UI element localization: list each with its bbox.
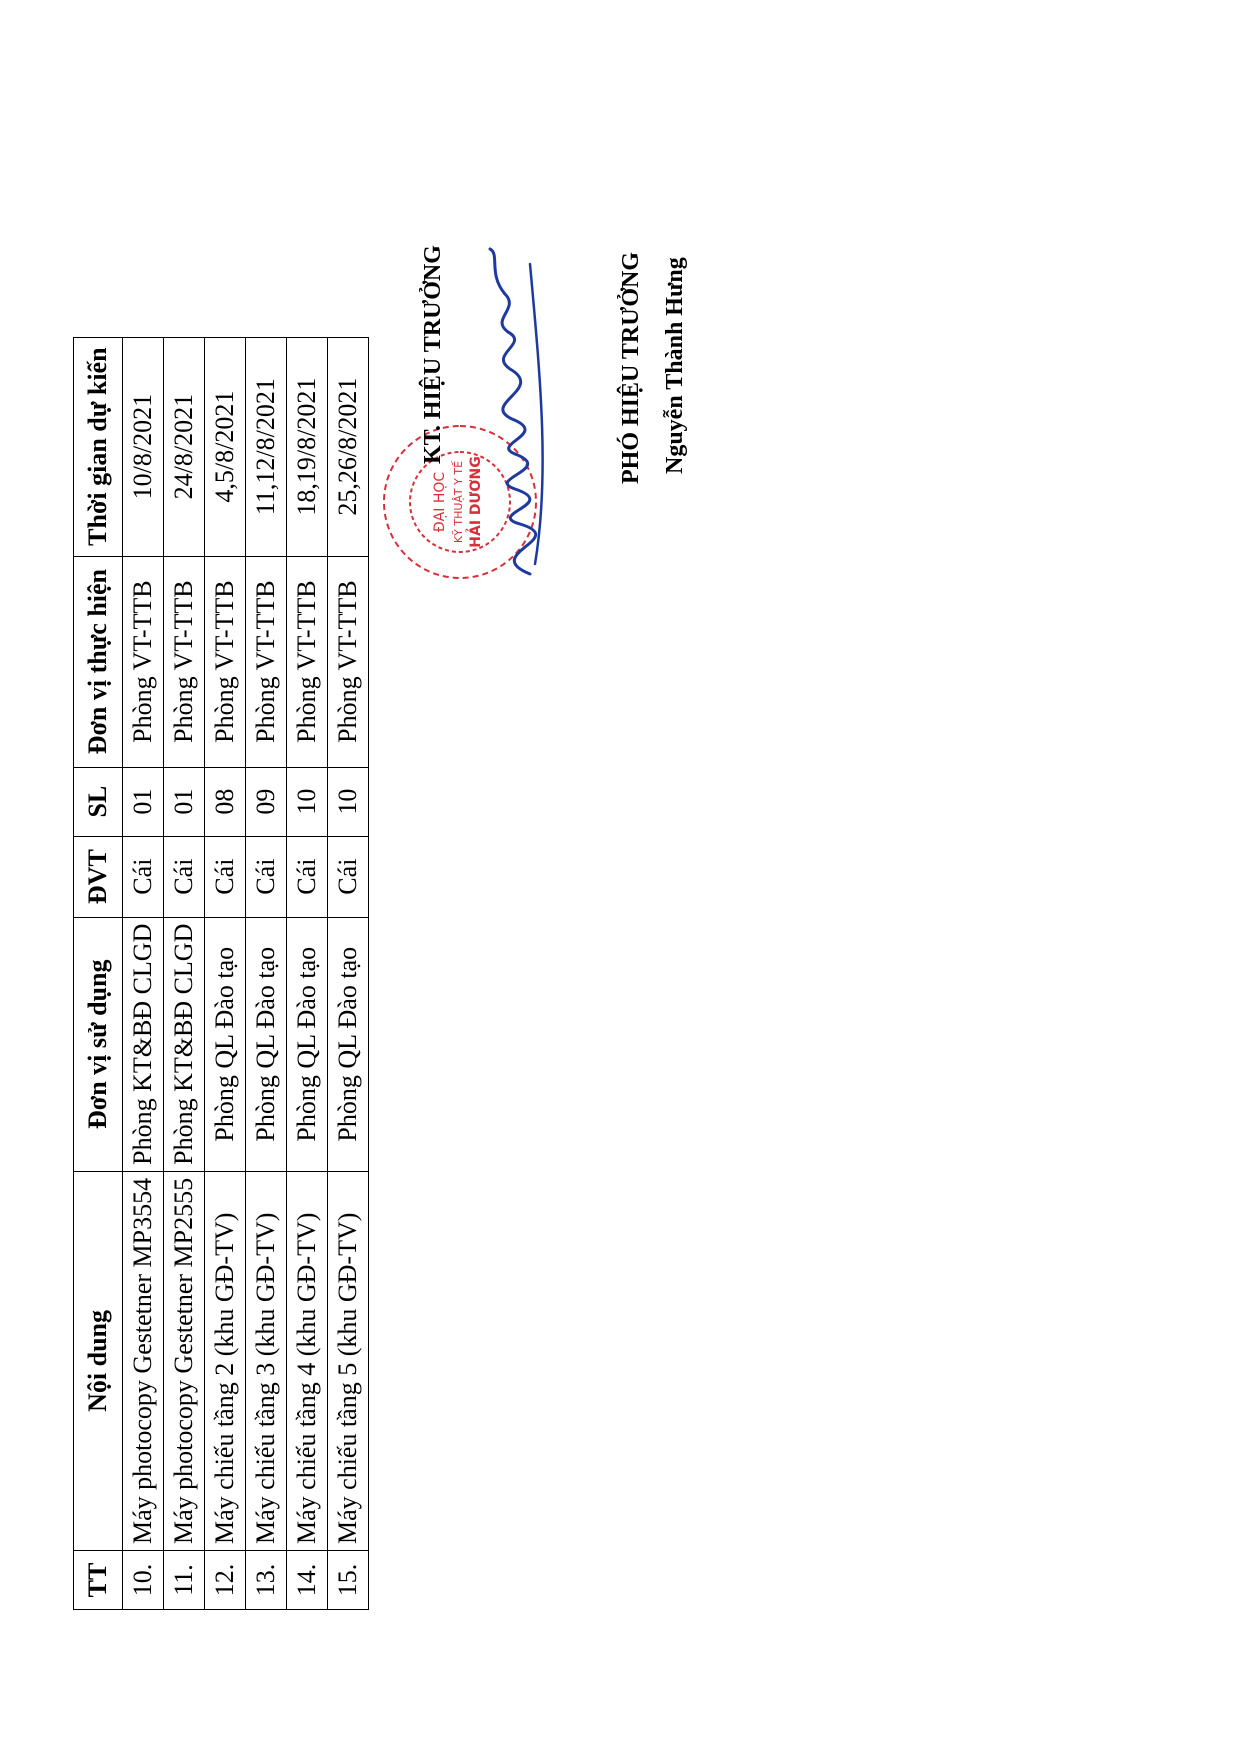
cell-sl: 01 <box>164 767 205 836</box>
cell-sl: 08 <box>205 767 246 836</box>
table-row <box>205 337 246 1609</box>
signature-title: KT. HIỆU TRƯỞNG <box>420 245 446 464</box>
cell-don-vi-su-dung: Phòng QL Đào tạo <box>246 917 287 1171</box>
cell-noi-dung: Máy chiếu tầng 2 (khu GĐ-TV) <box>205 1171 246 1550</box>
cell-thoi-gian: 24/8/2021 <box>164 337 205 556</box>
cell-dvt: Cái <box>164 836 205 917</box>
header-don-vi-thuc-hien: Đơn vị thực hiện <box>74 556 123 767</box>
signature-subtitle: PHÓ HIỆU TRƯỞNG <box>618 251 644 484</box>
cell-sl: 10 <box>328 767 369 836</box>
cell-dvt: Cái <box>328 836 369 917</box>
table-row <box>123 337 164 1609</box>
header-thoi-gian: Thời gian dự kiến <box>74 337 123 556</box>
cell-don-vi-thuc-hien: Phòng VT-TTB <box>123 556 164 767</box>
stamp-line-2: KỸ THUẬT Y TẾ <box>452 460 465 544</box>
cell-thoi-gian: 11,12/8/2021 <box>246 337 287 556</box>
table-row <box>328 337 369 1609</box>
cell-tt: 14. <box>287 1551 328 1610</box>
header-noi-dung: Nội dung <box>74 1171 123 1550</box>
header-sl: SL <box>74 767 123 836</box>
header-dvt: ĐVT <box>74 836 123 917</box>
cell-noi-dung: Máy chiếu tầng 5 (khu GĐ-TV) <box>328 1171 369 1550</box>
signature-icon <box>460 244 590 594</box>
cell-don-vi-thuc-hien: Phòng VT-TTB <box>246 556 287 767</box>
cell-sl: 01 <box>123 767 164 836</box>
cell-don-vi-su-dung: Phòng KT&BĐ CLGD <box>123 917 164 1171</box>
cell-dvt: Cái <box>246 836 287 917</box>
cell-don-vi-su-dung: Phòng KT&BĐ CLGD <box>164 917 205 1171</box>
cell-sl: 10 <box>287 767 328 836</box>
cell-dvt: Cái <box>205 836 246 917</box>
header-tt: TT <box>74 1551 123 1610</box>
table-row <box>164 337 205 1609</box>
table-header-row <box>74 337 123 1609</box>
table-row <box>246 337 287 1609</box>
cell-don-vi-thuc-hien: Phòng VT-TTB <box>205 556 246 767</box>
header-don-vi-su-dung: Đơn vị sử dụng <box>74 917 123 1171</box>
cell-don-vi-thuc-hien: Phòng VT-TTB <box>164 556 205 767</box>
cell-tt: 12. <box>205 1551 246 1610</box>
cell-don-vi-thuc-hien: Phòng VT-TTB <box>328 556 369 767</box>
cell-don-vi-thuc-hien: Phòng VT-TTB <box>287 556 328 767</box>
cell-tt: 10. <box>123 1551 164 1610</box>
cell-dvt: Cái <box>287 836 328 917</box>
stamp-line-1: ĐẠI HỌC <box>432 471 448 533</box>
cell-tt: 11. <box>164 1551 205 1610</box>
cell-tt: 13. <box>246 1551 287 1610</box>
cell-tt: 15. <box>328 1551 369 1610</box>
stamp-line-3: HẢI DƯƠNG <box>468 456 484 548</box>
equipment-table <box>73 337 369 1610</box>
cell-thoi-gian: 25,26/8/2021 <box>328 337 369 556</box>
cell-noi-dung: Máy photocopy Gestetner MP2555 <box>164 1171 205 1550</box>
cell-thoi-gian: 4,5/8/2021 <box>205 337 246 556</box>
signatory-name: Nguyễn Thành Hưng <box>662 257 688 474</box>
cell-noi-dung: Máy chiếu tầng 4 (khu GĐ-TV) <box>287 1171 328 1550</box>
cell-don-vi-su-dung: Phòng QL Đào tạo <box>205 917 246 1171</box>
cell-dvt: Cái <box>123 836 164 917</box>
cell-thoi-gian: 10/8/2021 <box>123 337 164 556</box>
cell-sl: 09 <box>246 767 287 836</box>
cell-thoi-gian: 18,19/8/2021 <box>287 337 328 556</box>
cell-noi-dung: Máy chiếu tầng 3 (khu GĐ-TV) <box>246 1171 287 1550</box>
table-row <box>287 337 328 1609</box>
cell-noi-dung: Máy photocopy Gestetner MP3554 <box>123 1171 164 1550</box>
cell-don-vi-su-dung: Phòng QL Đào tạo <box>328 917 369 1171</box>
cell-don-vi-su-dung: Phòng QL Đào tạo <box>287 917 328 1171</box>
